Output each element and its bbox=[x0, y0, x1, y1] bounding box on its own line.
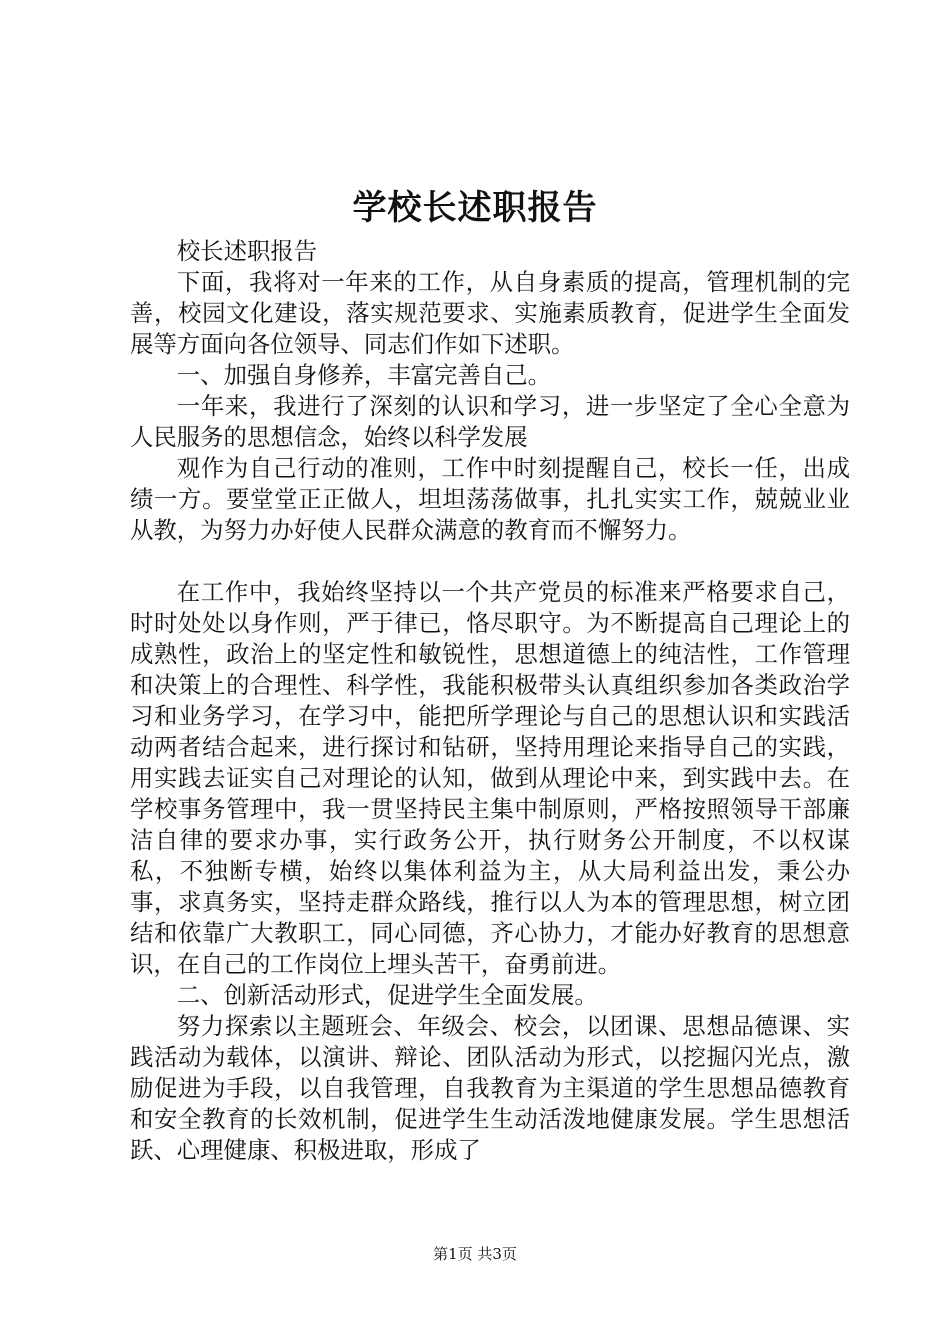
paragraph-body: 努力探索以主题班会、年级会、校会，以团课、思想品德课、实践活动为载体，以演讲、辩论、团队活动为形式，以挖掘闪光点，激励促进为手段，以自我管理，自我教育为主渠道的学生思想品德教育和安全教育的长效机制，促进学生生动活泼地健康发展。学生思想活跃、心理健康、积极进取，形成了 bbox=[130, 1012, 850, 1164]
paragraph-body: 观作为自己行动的准则，工作中时刻提醒自己，校长一任，出成绩一方。要堂堂正正做人，坦坦荡荡做事，扎扎实实工作，兢兢业业从教，为努力办好使人民群众满意的教育而不懈努力。 bbox=[130, 454, 850, 544]
paragraph-intro: 下面，我将对一年来的工作，从自身素质的提高，管理机制的完善，校园文化建设，落实规范要求、实施素质教育，促进学生全面发展等方面向各位领导、同志们作如下述职。 bbox=[130, 268, 850, 358]
paragraph-body: 一年来，我进行了深刻的认识和学习，进一步坚定了全心全意为人民服务的思想信念，始终以科学发展 bbox=[130, 392, 850, 451]
paragraph-body: 在工作中，我始终坚持以一个共产党员的标准来严格要求自己，时时处处以身作则，严于律已，恪尽职守。为不断提高自己理论上的成熟性，政治上的坚定性和敏锐性，思想道德上的纯洁性，工作管理和决策上的合理性、科学性，我能积极带头认真组织参加各类政治学习和业务学习，在学习中，能把所学理论与自己的思想认识和实践活动两者结合起来，进行探讨和钻研，坚持用理论来指导自己的实践，用实践去证实自己对理论的认知，做到从理论中来，到实践中去。在学校事务管理中，我一贯坚持民主集中制原则，严格按照领导干部廉洁自律的要求办事，实行政务公开，执行财务公开制度，不以权谋私，不独断专横，始终以集体利益为主，从大局利益出发，秉公办事，求真务实，坚持走群众路线，推行以人为本的管理思想，树立团结和依靠广大教职工，同心同德，齐心协力，才能办好教育的思想意识，在自己的工作岗位上埋头苦干，奋勇前进。 bbox=[130, 578, 850, 978]
section-heading-1: 一、加强自身修养，丰富完善自己。 bbox=[176, 361, 552, 389]
paragraph-heading: 校长述职报告 bbox=[176, 237, 318, 265]
document-title: 学校长述职报告 bbox=[352, 188, 598, 228]
section-heading-2: 二、创新活动形式，促进学生全面发展。 bbox=[176, 981, 598, 1009]
page-footer: 第1页 共3页 bbox=[433, 1245, 517, 1263]
document-body bbox=[130, 236, 850, 1166]
